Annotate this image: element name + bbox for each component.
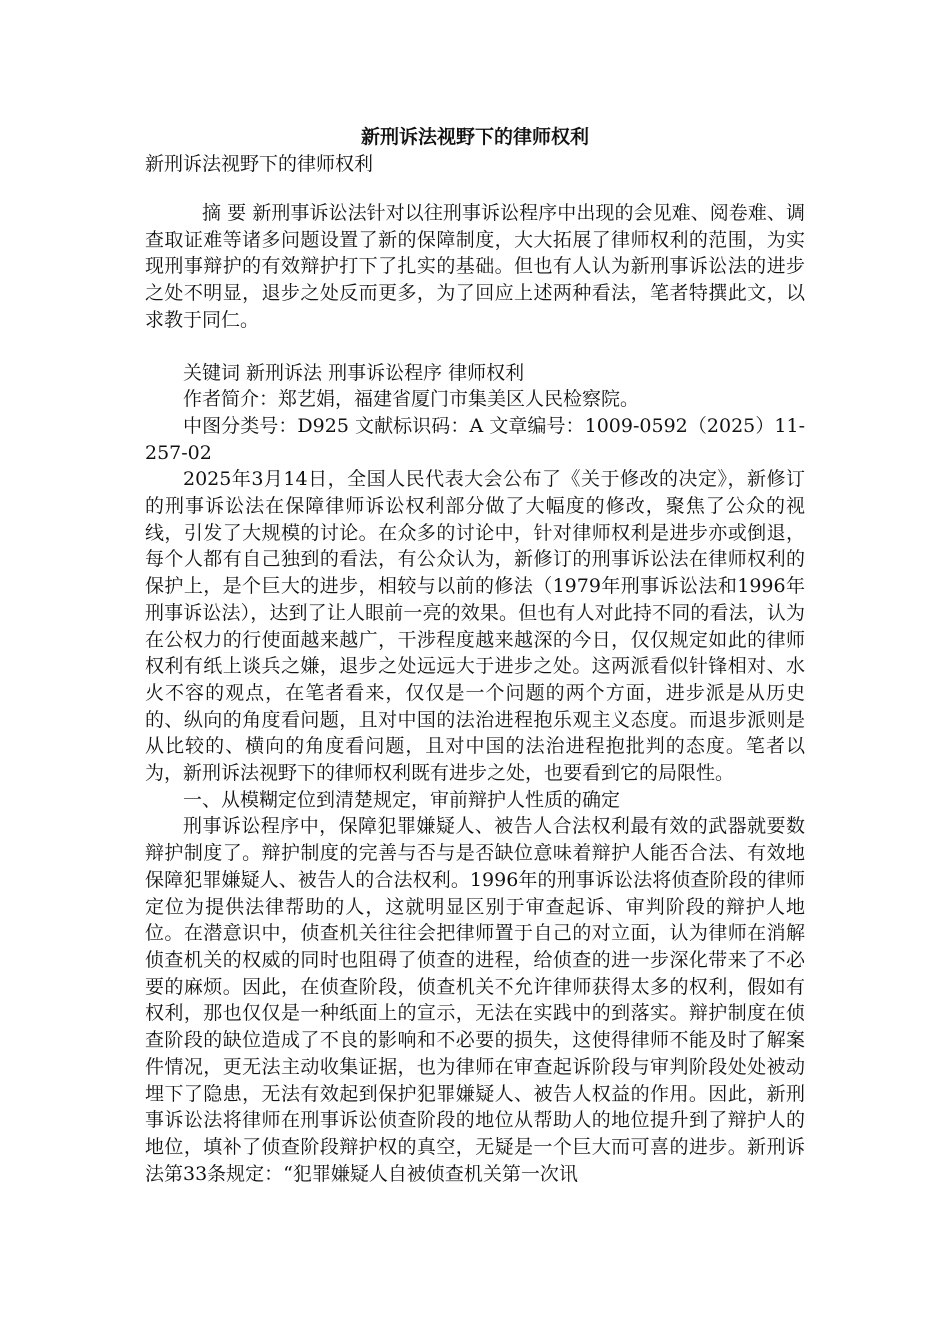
author-line: 作者简介：郑艺娟，福建省厦门市集美区人民检察院。 [183, 388, 640, 411]
document-title: 新刑诉法视野下的律师权利 [360, 126, 589, 148]
body-paragraph: 刑事诉讼程序中，保障犯罪嫌疑人、被告人合法权利最有效的武器就要数辩护制度了。辩护制度的完善与否与是否缺位意味着辩护人能否合法、有效地保障犯罪嫌疑人、被告人的合法权利。1996年的刑事诉讼法将侦查阶段的律师定位为提供法律帮助的人，这就明显区别于审查起诉、审判阶段的辩护人地位。在潜意识中，侦查机关往往会把律师置于自己的对立面，认为律师在消解侦查机关的权威的同时也阻碍了侦查的进程，给侦查的进一步深化带来了不必要的麻烦。因此，在侦查阶段，侦查机关不允许律师获得太多的权利，假如有权利，那也仅仅是一种纸面上的宣示，无法在实践中的到落实。辩护制度在侦查阶段的缺位造成了不良的影响和不必要的损失，这使得律师不能及时了解案件情况，更无法主动收集证据，也为律师在审查起诉阶段与审判阶段处处被动埋下了隐患，无法有效起到保护犯罪嫌疑人、被告人权益的作用。因此，新刑事诉讼法将律师在刑事诉讼侦查阶段的地位从帮助人的地位提升到了辩护人的地位，填补了侦查阶段辩护权的真空，无疑是一个巨大而可喜的进步。新刑诉法第33条规定：“犯罪嫌疑人自被侦查机关第一次讯 [145, 815, 805, 1185]
section-heading: 一、从模糊定位到清楚规定，审前辩护人性质的确定 [183, 788, 621, 811]
document-subtitle: 新刑诉法视野下的律师权利 [145, 153, 374, 175]
document-body [145, 200, 805, 1187]
classification-line: 中图分类号：D925 文献标识码：A 文章编号：1009-0592（2025）11-257-02 [145, 414, 805, 464]
body-paragraph: 2025年3月14日，全国人民代表大会公布了《关于修改的决定》，新修订的刑事诉讼法在保障律师诉讼权利部分做了大幅度的修改，聚焦了公众的视线，引发了大规模的讨论。在众多的讨论中，针对律师权利是进步亦或倒退，每个人都有自己独到的看法，有公众认为，新修订的刑事诉讼法在律师权利的保护上，是个巨大的进步，相较与以前的修法（1979年刑事诉讼法和1996年刑事诉讼法），达到了让人眼前一亮的效果。但也有人对此持不同的看法，认为在公权力的行使面越来越广，干涉程度越来越深的今日，仅仅规定如此的律师权利有纸上谈兵之嫌，退步之处远远大于进步之处。这两派看似针锋相对、水火不容的观点，在笔者看来，仅仅是一个问题的两个方面，进步派是从历史的、纵向的角度看问题，且对中国的法治进程抱乐观主义态度。而退步派则是从比较的、横向的角度看问题，且对中国的法治进程抱批判的态度。笔者以为，新刑诉法视野下的律师权利既有进步之处，也要看到它的局限性。 [145, 468, 805, 785]
keywords-line: 关键词 新刑诉法 刑事诉讼程序 律师权利 [183, 361, 525, 384]
abstract-paragraph: 摘 要 新刑事诉讼法针对以往刑事诉讼程序中出现的会见难、阅卷难、调查取证难等诸多问题设置了新的保障制度，大大拓展了律师权利的范围，为实现刑事辩护的有效辩护打下了扎实的基础。但也有人认为新刑事诉讼法的进步之处不明显，退步之处反而更多，为了回应上述两种看法，笔者特撰此文，以求教于同仁。 [145, 202, 805, 331]
